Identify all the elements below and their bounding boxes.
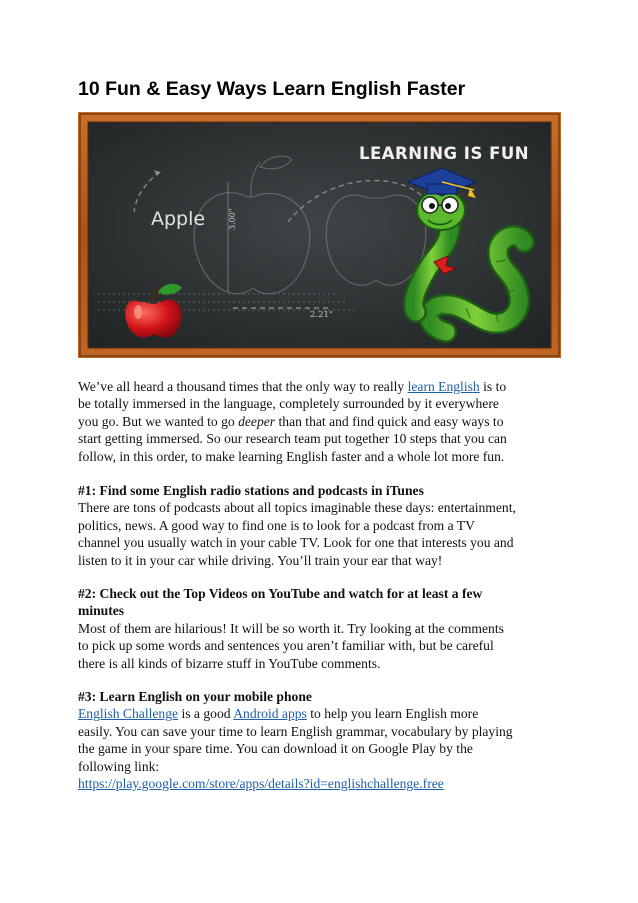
emphasis-deeper: deeper	[238, 413, 276, 429]
learn-english-link[interactable]: learn English	[407, 379, 480, 394]
section-2-line-3: there is all kinds of bizarre stuff in YouTube comments.	[78, 655, 381, 671]
section-1-heading: #1: Find some English radio stations and podcasts in iTunes	[78, 483, 424, 498]
section-3	[78, 688, 564, 792]
english-challenge-link[interactable]: English Challenge	[78, 706, 179, 722]
section-3-line-4: following link:	[78, 758, 160, 774]
android-apps-link[interactable]: Android apps	[233, 706, 307, 722]
section-3-heading: #3: Learn English on your mobile phone	[78, 689, 312, 704]
intro-line-2: be totally immersed in the language, completely surrounded by it everywhere	[78, 396, 499, 412]
section-2-heading-line-2: minutes	[78, 603, 125, 619]
section-3-line-3: the game in your spare time. You can download it on Google Play by the	[78, 741, 473, 757]
chalkboard-illustration	[78, 112, 561, 358]
intro-line-5: follow, in this order, to make learning English faster and a whole lot more fun.	[78, 448, 505, 464]
height-label: 3.00"	[228, 208, 237, 230]
section-1-line-2: politics, news. A good way to find one is to look for a podcast from a TV	[78, 517, 475, 533]
section-1-line-4: listen to it in your car while driving. You’ll train your ear that way!	[78, 552, 443, 568]
intro-line-3: you go. But we wanted to go deeper than that and find quick and easy ways to	[78, 413, 504, 429]
section-2-heading-line-1: #2: Check out the Top Videos on YouTube and watch for at least a few	[78, 586, 483, 601]
section-2-line-2: to pick up some words and sentences you aren’t familiar with, but be careful	[78, 638, 494, 654]
intro-paragraph	[78, 378, 564, 465]
google-play-url-link[interactable]: https://play.google.com/store/apps/details?id=englishchallenge.free	[78, 776, 444, 792]
section-2-line-1: Most of them are hilarious! It will be so worth it. Try looking at the comments	[78, 620, 504, 636]
section-1-line-1: There are tons of podcasts about all topics imaginable these days: entertainment,	[78, 500, 516, 516]
section-1-line-3: channel you usually watch in your cable TV. Look for one that interests you and	[78, 535, 514, 551]
intro-line-1: We’ve all heard a thousand times that the only way to really learn English is to	[78, 379, 507, 394]
width-label: 2.21"	[310, 310, 333, 320]
board-heading: LEARNING IS FUN	[359, 144, 530, 163]
intro-line-4: start getting immersed. So our research team put together 10 steps that you can	[78, 431, 507, 447]
apple-label: Apple	[151, 208, 206, 230]
section-3-line-2: easily. You can save your time to learn English grammar, vocabulary by playing	[78, 723, 513, 739]
section-3-line-1: English Challenge is a good Android apps to help you learn English more	[78, 706, 479, 722]
section-1	[78, 482, 564, 569]
section-2	[78, 585, 564, 672]
page-title: 10 Fun & Easy Ways Learn English Faster	[78, 78, 466, 100]
